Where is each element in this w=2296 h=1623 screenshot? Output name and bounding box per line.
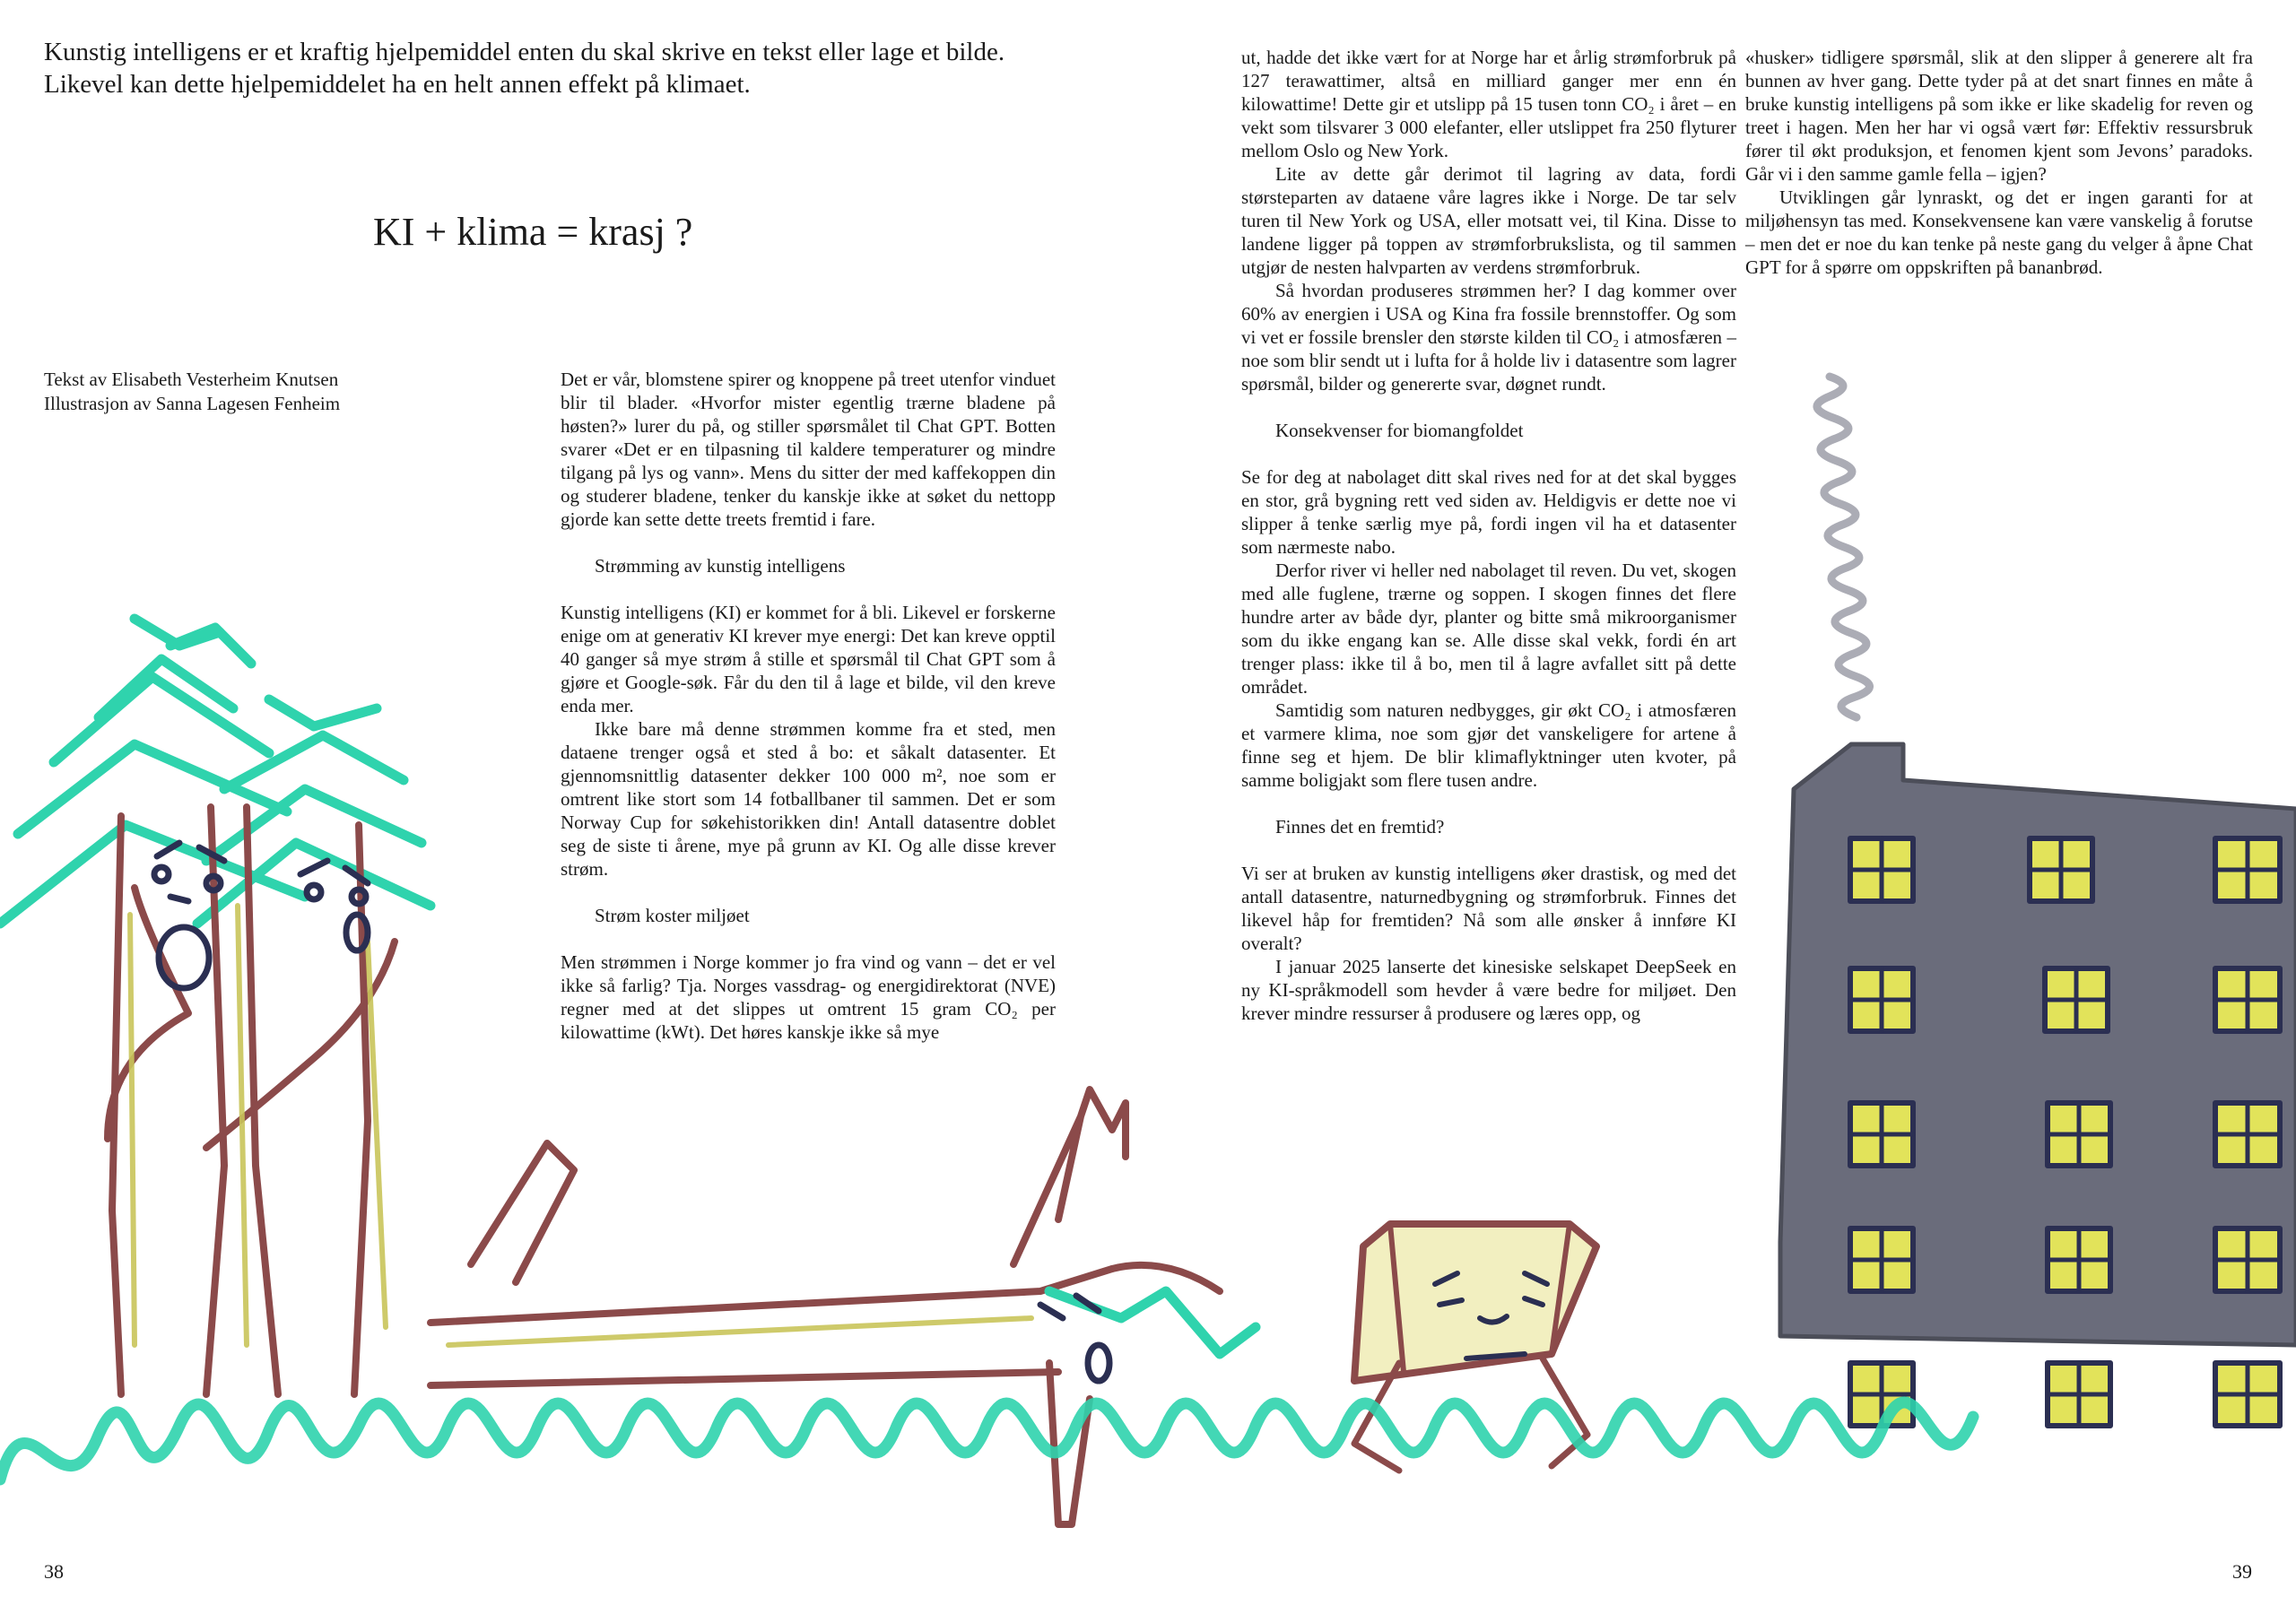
paragraph: Lite av dette går derimot til lagring av data, fordi størsteparten av dataene våre lagres ikke i Norge. De tar selv turen til New York og USA, eller motsatt vei, til Kina. Disse to landene ligger på toppen av strømforbrukslista, og til sammen utgjør de nesten halvparten av verdens strømforbruk. (1241, 163, 1736, 278)
section-heading: Strømming av kunstig intelligens (595, 555, 846, 577)
paragraph: Vi ser at bruken av kunstig intelligens øker drastisk, og med det antall datasentre, naturnedbygning og strømforbruk. Finnes det likevel håp for fremtiden? Nå som alle ønsker å innføre KI overalt? (1241, 863, 1736, 954)
byline (44, 368, 340, 416)
paragraph: Så hvordan produseres strømmen her? I dag kommer over 60% av energien i USA og Kina fra fossile brennstoffer. Og som vi vet er fossile brensler den største kilden til CO₂ i atmosfæren – noe som blir sendt ut i lufta for å holde liv i datasentre som lagrer spørsmål, bilder og genererte svar, døgnet rundt. (1241, 280, 1736, 395)
face-icon (154, 843, 368, 988)
byline-author: Tekst av Elisabeth Vesterheim Knutsen (44, 369, 339, 390)
paragraph: Se for deg at nabolaget ditt skal rives ned for at det skal bygges en stor, grå bygning rett ved siden av. Heldigvis er dette noe vi slipper å tenke særlig mye på, fordi ingen vil ha et datasenter som nærmeste nabo. (1241, 466, 1736, 558)
tree-canopy-icon (0, 619, 430, 924)
paragraph: Samtidig som naturen nedbygges, gir økt CO₂ i atmosfæren et varmere klima, noe som gjør det vanskeligere for artene å finne seg et hjem. De blir klimaflyktninger uten kvoter, på samme boligjakt som flere tusen andre. (1241, 699, 1736, 791)
paragraph: Men strømmen i Norge kommer jo fra vind og vann – det er vel ikke så farlig? Tja. Norges vassdrag- og energidirektorat (NVE) regner med at det slippes ut omtrent 15 gram CO₂ per kilowattime (kWt). Det høres kanskje ikke så mye (561, 951, 1056, 1043)
section-heading: Konsekvenser for biomangfoldet (1275, 420, 1524, 441)
article-title: KI + klima = krasj ? (373, 210, 693, 254)
text-column-3 (1745, 46, 2253, 279)
page-number-left: 38 (44, 1560, 64, 1583)
paragraph: Kunstig intelligens (KI) er kommet for å bli. Likevel er forskerne enige om at generativ KI krever mye energi: Det kan kreve opptil 40 ganger så mye strøm å stille et spørsmål til Chat GPT som å gjøre et Google-søk. Får du den til å lage et bilde, vil den kreve enda mer. (561, 602, 1056, 716)
paragraph: Det er vår, blomstene spirer og knoppene på treet utenfor vinduet blir til blader. «Hvorfor mister egentlig trærne bladene på høsten?» lurer du på, og stiller spørsmålet til Chat GPT. Botten svarer «Det er en tilpasning til kaldere temperaturer og mindre tilgang på lys og vann». Mens du sitter der med kaffekoppen din og studerer bladene, tenker du kanskje ikke at søket du nettopp gjorde kan sette dette treets fremtid i fare. (561, 369, 1056, 530)
face-icon (1040, 1296, 1109, 1381)
grass-icon (0, 1402, 1973, 1480)
box-character-icon (1354, 1224, 1596, 1471)
byline-illustrator: Illustrasjon av Sanna Lagesen Fenheim (44, 393, 341, 414)
paragraph: «husker» tidligere spørsmål, slik at den slipper å generere alt fra bunnen av hver gang. Dette tyder på at det snart finnes en måte å bruke kunstig intelligens på som ikke er like skadelig for reven og treet i hagen. Men her har vi også vært før: Effektiv ressursbruk fører til økt produksjon, et fenomen kjent som Jevons’ paradoks. Går vi i den samme gamle fella – igjen? (1745, 47, 2253, 185)
paragraph: Ikke bare må denne strømmen komme fra et sted, men dataene trenger også et sted å bo: et såkalt datasenter. Et gjennomsnittlig datasenter dekker 100 000 m², noe som er omtrent like stort som 14 fotballbaner til sammen. Det er som Norway Cup for søkehistorikken din! Antall datasentre doblet seg de siste ti årene, mye på grunn av KI. Og alle disse krever strøm. (561, 718, 1056, 880)
lead-paragraph: Kunstig intelligens er et kraftig hjelpemiddel enten du skal skrive en tekst eller lage et bilde. Likevel kan dette hjelpemiddelet ha en helt annen effekt på klimaet. (44, 38, 1005, 99)
page-number-right: 39 (2232, 1560, 2252, 1583)
tree-trunk-icon (108, 807, 395, 1394)
fallen-tree-icon (430, 1089, 1220, 1524)
paragraph: Utviklingen går lynraskt, og det er ingen garanti for at miljøhensyn tas med. Konsekvensene kan være vanskelig å forutse – men det er noe du kan tenke på neste gang du velger å åpne Chat GPT for å spørre om oppskriften på bananbrød. (1745, 187, 2253, 278)
text-column-2 (1241, 46, 1736, 1025)
paragraph: Derfor river vi heller ned nabolaget til reven. Du vet, skogen med alle fuglene, trærne og soppen. I skogen finnes det flere hundre arter av både dyr, planter og bitte små mikroorganismer som du ikke engang kan se. Alle disse skal vekk, fordi én art trenger plass: ikke til å bo, men til å lagre avfallet sitt på dette området. (1241, 560, 1736, 698)
building-icon (1780, 744, 2296, 1426)
section-heading: Strøm koster miljøet (595, 905, 750, 926)
text-column-1 (561, 368, 1056, 1044)
paragraph: ut, hadde det ikke vært for at Norge har et årlig strømforbruk på 127 terawattimer, altså en milliard ganger mer enn én kilowattime! Dette gir et utslipp på 15 tusen tonn CO₂ i året – en vekt som tilsvarer 3 000 elefanter, eller utslippet fra 250 flyturer mellom Oslo og New York. (1241, 47, 1736, 161)
section-heading: Finnes det en fremtid? (1275, 816, 1445, 838)
paragraph: I januar 2025 lanserte det kinesiske selskapet DeepSeek en ny KI-språkmodell som hevder å være bedre for miljøet. Den krever mindre ressurser å produsere og læres opp, og (1241, 956, 1736, 1024)
smoke-icon (1817, 377, 1870, 717)
